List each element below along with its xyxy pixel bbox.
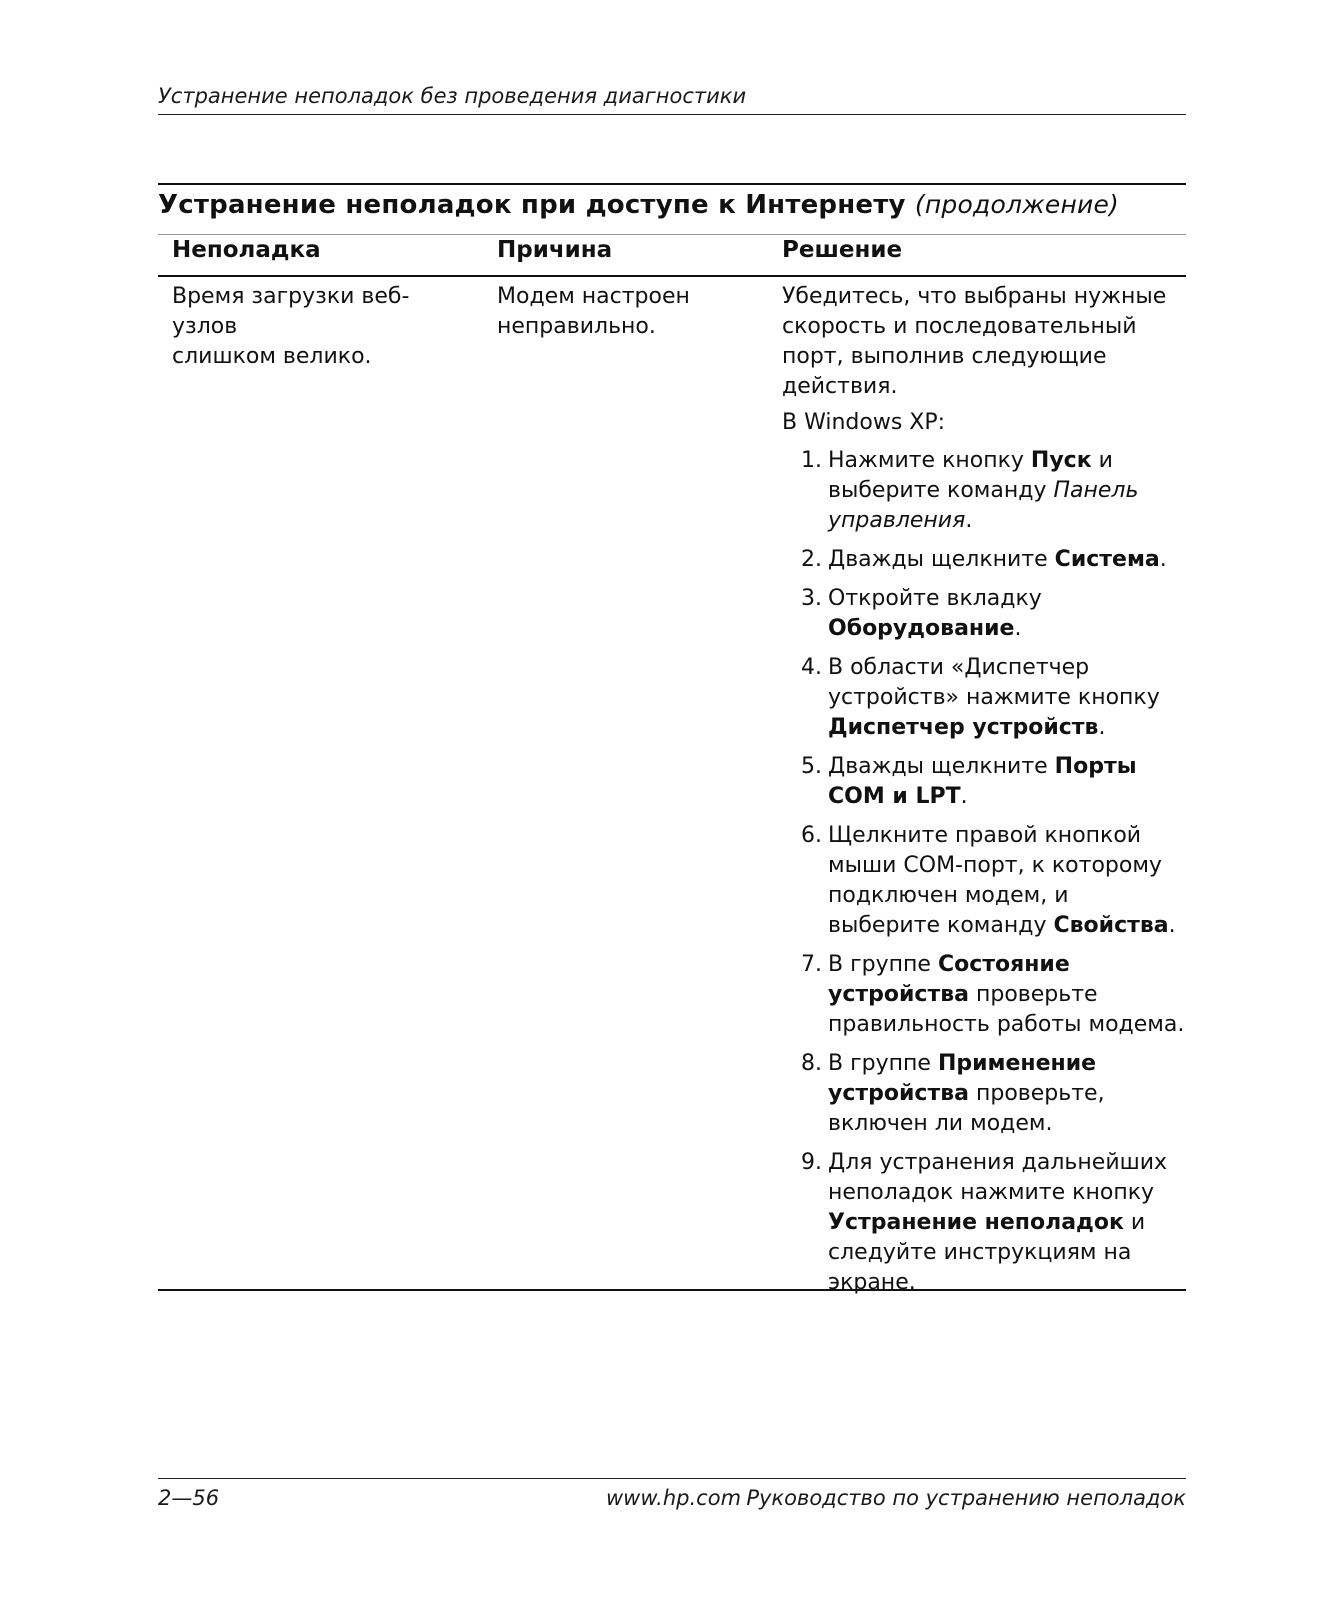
header-rule-thick [158, 275, 1186, 277]
step-5 [782, 752, 1186, 812]
step-number: 7. [801, 952, 822, 977]
cause-line: неправильно. [497, 314, 656, 339]
step-number: 1. [801, 448, 822, 473]
running-header: Устранение неполадок без проведения диагностики [158, 84, 747, 108]
page-number: 2—56 [158, 1486, 220, 1510]
column-header-problem: Неполадка [172, 237, 321, 263]
column-header-solution: Решение [782, 237, 903, 263]
step-text: Дважды щелкните [828, 547, 1055, 572]
step-text: проверьте, включен ли модем. [828, 1081, 1105, 1136]
step-text: . [960, 784, 968, 809]
step-bold-term: Диспетчер устройств [828, 715, 1099, 740]
step-text: Дважды щелкните [828, 754, 1055, 779]
table-bottom-rule [158, 1289, 1186, 1291]
solution-intro: Убедитесь, что выбраны нужные скорость и последовательный порт, выполнив следующие действия. [782, 284, 1167, 399]
step-text: . [965, 508, 973, 533]
step-text: В области «Диспетчер устройств» нажмите кнопку [828, 655, 1160, 710]
step-number: 9. [801, 1150, 822, 1175]
step-number: 2. [801, 547, 822, 572]
column-header-cause: Причина [497, 237, 613, 263]
step-text: Откройте вкладку [828, 586, 1042, 611]
cause-line: Модем настроен [497, 284, 690, 309]
step-4 [782, 653, 1186, 743]
problem-line: Время загрузки веб-узлов [172, 284, 410, 339]
step-bold-term: Состояние устройства [828, 952, 1070, 1007]
step-text: Нажмите кнопку [828, 448, 1031, 473]
step-text: и следуйте инструкциям на экране. [828, 1210, 1146, 1295]
step-number: 3. [801, 586, 822, 611]
step-number: 5. [801, 754, 822, 779]
table-title-text: Устранение неполадок при доступе к Интернету [158, 190, 906, 220]
step-bold-term: Порты COM и LPT [828, 754, 1137, 809]
step-7 [782, 950, 1186, 1040]
step-text: Для устранения дальнейших неполадок нажмите кнопку [828, 1150, 1168, 1205]
step-number: 8. [801, 1051, 822, 1076]
step-bold-term: Оборудование [828, 616, 1015, 641]
table-title [158, 190, 1119, 220]
problem-cell [172, 282, 472, 372]
step-number: 4. [801, 655, 822, 680]
solution-steps [782, 446, 1186, 1298]
step-text: В группе [828, 1051, 938, 1076]
step-bold-term: Устранение неполадок [828, 1210, 1124, 1235]
step-6 [782, 821, 1186, 941]
step-italic-term: Панель управления [828, 478, 1139, 533]
step-text: . [1014, 616, 1022, 641]
header-rule [158, 114, 1186, 115]
step-text: проверьте правильность работы модема. [828, 982, 1185, 1037]
step-number: 6. [801, 823, 822, 848]
step-text: . [1159, 547, 1167, 572]
table-title-suffix: (продолжение) [914, 190, 1119, 219]
solution-cell [782, 282, 1186, 1307]
step-text: и выберите команду [828, 448, 1113, 503]
step-text: Щелкните правой кнопкой мыши COM-порт, к которому подключен модем, и выберите команду [828, 823, 1162, 938]
problem-line: слишком велико. [172, 344, 372, 369]
table-top-rule [158, 183, 1186, 185]
step-text: В группе [828, 952, 938, 977]
step-9 [782, 1148, 1186, 1298]
step-text: . [1098, 715, 1106, 740]
step-bold-term: Применение устройства [828, 1051, 1097, 1106]
step-bold-term: Пуск [1030, 448, 1092, 473]
step-text: . [1168, 913, 1176, 938]
footer-book-title: Руководство по устранению неполадок [746, 1486, 1186, 1510]
footer-rule [158, 1478, 1186, 1479]
step-bold-term: Система [1054, 547, 1160, 572]
solution-platform: В Windows XP: [782, 410, 946, 435]
step-2 [782, 545, 1186, 575]
step-8 [782, 1049, 1186, 1139]
step-3 [782, 584, 1186, 644]
step-1 [782, 446, 1186, 536]
cause-cell [497, 282, 767, 342]
title-rule [158, 234, 1186, 235]
footer-url: www.hp.com [606, 1486, 742, 1510]
step-bold-term: Свойства [1053, 913, 1169, 938]
